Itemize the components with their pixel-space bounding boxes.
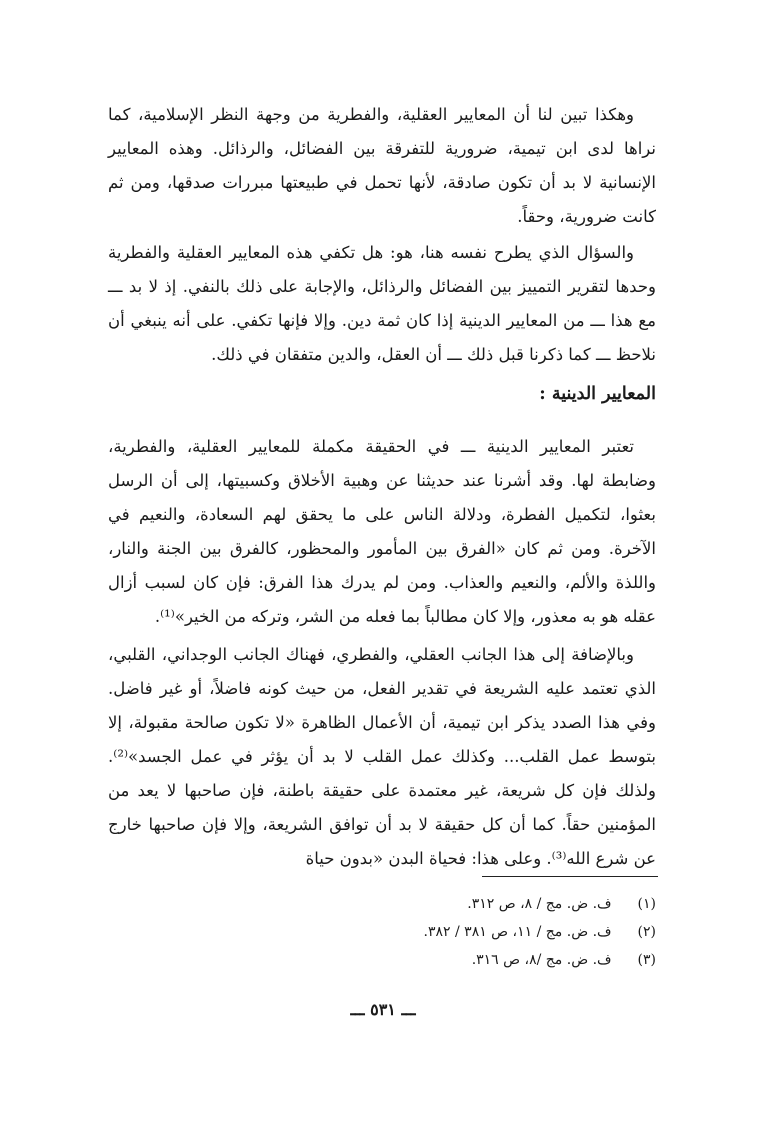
footnote-1	[467, 896, 656, 912]
paragraph-4: وبالإضافة إلى هذا الجانب العقلي، والفطري، فهناك الجانب الوجداني، القلبي، الذي تعتمد عليه الشريعة في تقدير الفعل، من حيث كونه فاضلاً، أو غير فاضل. وفي هذا الصدد يذكر ابن تيمية، أن الأعمال الظاهرة «لا تكون صالحة مقبولة، إلا بتوسط عمل القلب... وكذلك عمل القلب لا بد أن يؤثر في عمل الجسد»⁽²⁾. ولذلك فإن كل شريعة، غير معتمدة على حقيقة باطنة، فإن صاحبها لا يعد من المؤمنين حقاً. كما أن كل حقيقة لا بد أن توافق الشريعة، وإلا فإن صاحبها خارج عن شرع الله⁽³⁾. وعلى هذا: فحياة البدن «بدون حياة	[108, 645, 656, 868]
footnote-3	[472, 952, 656, 968]
footnote-number: (١)	[637, 896, 656, 912]
paragraph-1: وهكذا تبين لنا أن المعايير العقلية، والفطرية من وجهة النظر الإسلامية، كما نراها لدى ابن تيمية، ضرورية للتفرقة بين الفضائل، والرذائل. وهذه المعايير الإنسانية لا بد أن تكون صادقة، لأنها تحمل في طبيعتها مبررات صدقها، ومن ثم كانت ضرورية، وحقاً.	[108, 105, 656, 226]
footnote-separator	[482, 876, 658, 877]
footnote-2	[424, 924, 656, 940]
footnote-text: ف. ض. مج /٨، ص ٣١٦.	[471, 952, 612, 968]
paragraph-1-block	[108, 98, 656, 234]
paragraph-2-block	[108, 236, 656, 372]
section-heading: المعايير الدينية :	[539, 384, 656, 404]
footnote-number: (٢)	[637, 924, 656, 940]
paragraph-2: والسؤال الذي يطرح نفسه هنا، هو: هل تكفي هذه المعايير العقلية والفطرية وحدها لتقرير التمييز بين الفضائل والرذائل، والإجابة على ذلك بالنفي. إذ لا بد ـــ مع هذا ـــ من المعايير الدينية إذا كان ثمة دين. وإلا فإنها تكفي. على أنه ينبغي أن نلاحظ ـــ كما ذكرنا قبل ذلك ـــ أن العقل، والدين متفقان في ذلك.	[108, 243, 656, 364]
footnote-number: (٣)	[637, 952, 656, 968]
paragraph-3-block	[108, 430, 656, 634]
page-number: ـــ ٥٣١ ـــ	[350, 1000, 416, 1019]
footnote-text: ف. ض. مج / ٨، ص ٣١٢.	[467, 896, 612, 912]
paragraph-4-block	[108, 638, 656, 876]
paragraph-3: تعتبر المعايير الدينية ـــ في الحقيقة مكملة للمعايير العقلية، والفطرية، وضابطة لها. وقد أشرنا عند حديثنا عن وهبية الأخلاق وكسبيتها، إلى أن الرسل بعثوا، لتكميل الفطرة، ودلالة الناس على ما يحقق لهم السعادة، والنعيم في الآخرة. ومن ثم كان «الفرق بين المأمور والمحظور، كالفرق بين الجنة والنار، واللذة والألم، والنعيم والعذاب. ومن لم يدرك هذا الفرق: فإن كان لسبب أزال عقله هو به معذور، وإلا كان مطالباً بما فعله من الشر، وتركه من الخير»⁽¹⁾.	[108, 437, 656, 626]
footnote-text: ف. ض. مج / ١١، ص ٣٨١ / ٣٨٢.	[423, 924, 612, 940]
